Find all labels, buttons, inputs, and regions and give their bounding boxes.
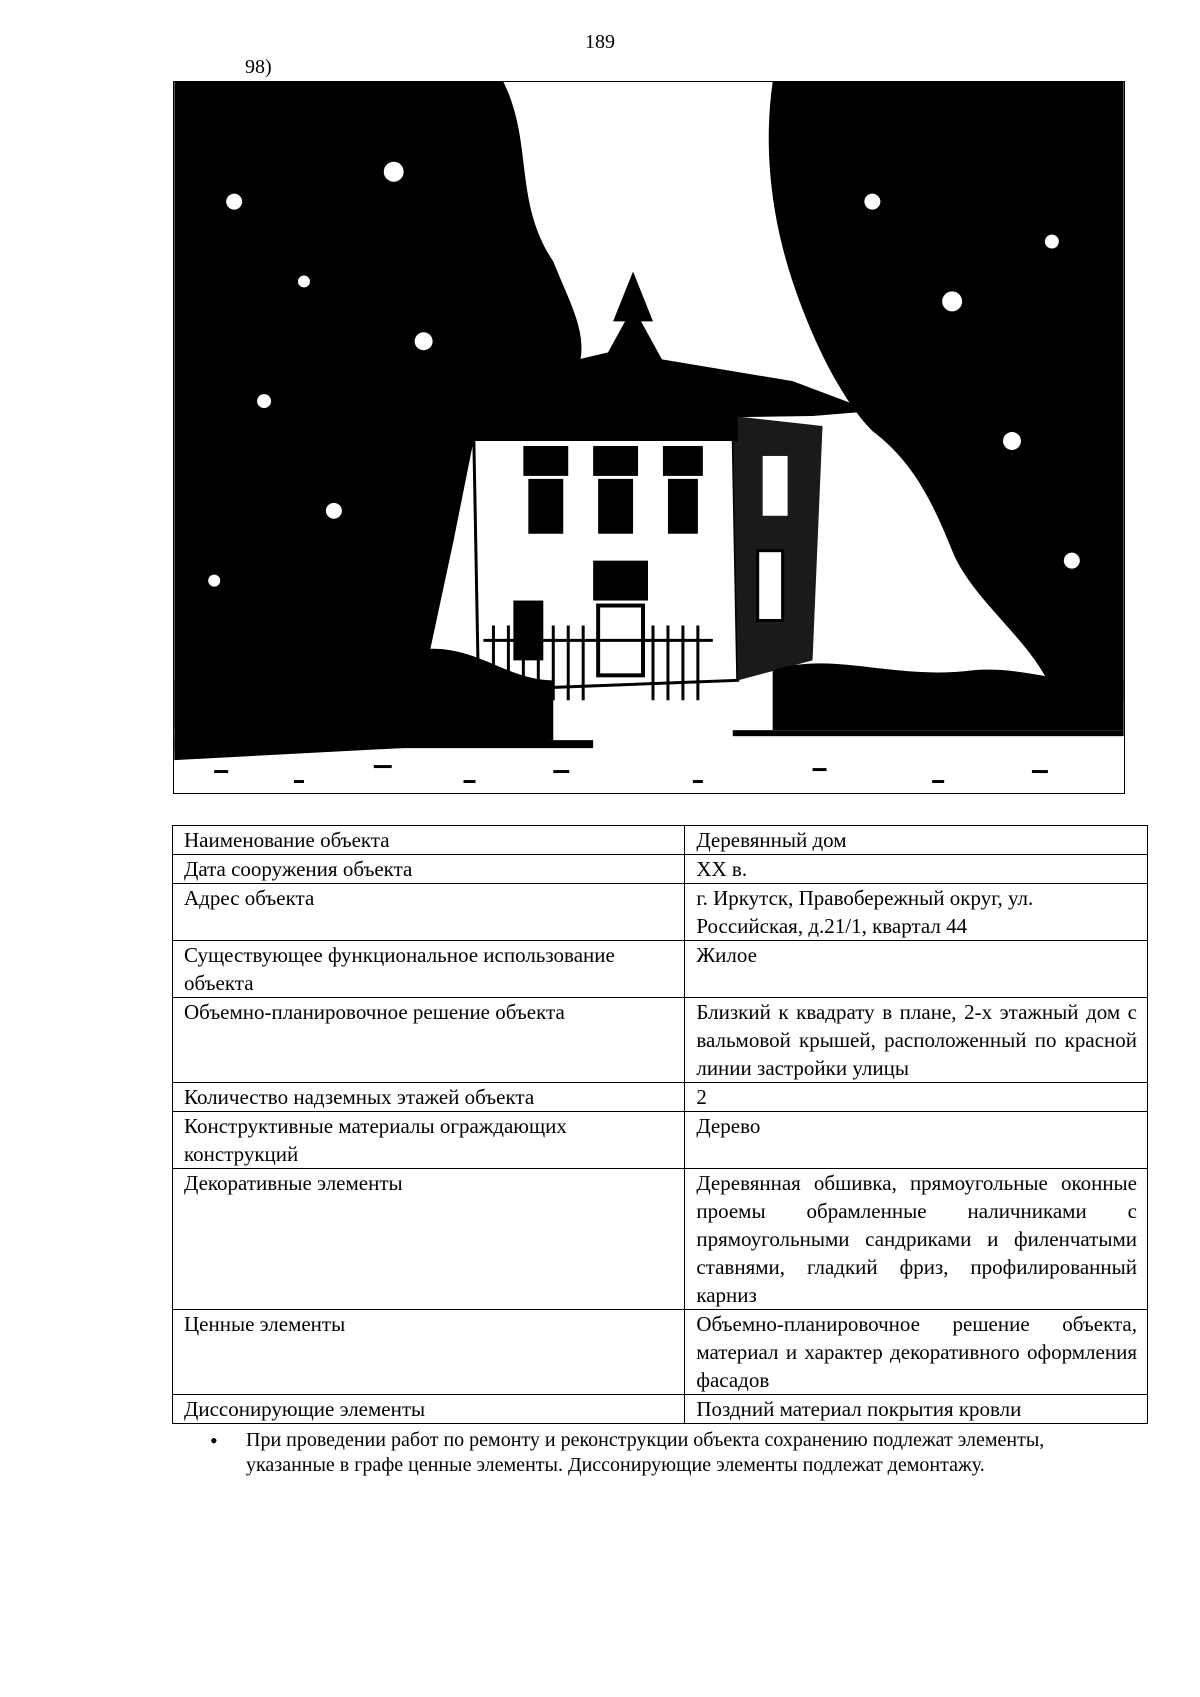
row-value: Жилое xyxy=(685,941,1148,998)
table-row xyxy=(173,1310,1148,1395)
row-label: Конструктивные материалы ограждающих конструкций xyxy=(173,1112,685,1169)
table-row xyxy=(173,855,1148,884)
object-info-table xyxy=(172,825,1148,1424)
row-value: 2 xyxy=(685,1083,1148,1112)
table-row xyxy=(173,998,1148,1083)
table-row xyxy=(173,1169,1148,1310)
footnote-text: При проведении работ по ремонту и реконструкции объекта сохранению подлежат элементы, указанные в графе ценные элементы. Диссонирующие элементы подлежат демонтажу. xyxy=(246,1429,1045,1476)
row-label: Объемно-планировочное решение объекта xyxy=(173,998,685,1083)
table-row xyxy=(173,884,1148,941)
row-label: Диссонирующие элементы xyxy=(173,1395,685,1424)
house-side xyxy=(733,416,823,680)
row-value: Объемно-планировочное решение объекта, материал и характер декоративного оформления фасадов xyxy=(685,1310,1148,1395)
row-label: Адрес объекта xyxy=(173,884,685,941)
row-value: Близкий к квадрату в плане, 2-х этажный дом с вальмовой крышей, расположенный по красной линии застройки улицы xyxy=(685,998,1148,1083)
table-row xyxy=(173,1395,1148,1424)
row-label: Количество надземных этажей объекта xyxy=(173,1083,685,1112)
row-value: Деревянный дом xyxy=(685,826,1148,855)
row-value: г. Иркутск, Правобережный округ, ул. Российская, д.21/1, квартал 44 xyxy=(685,884,1148,941)
page-number: 189 xyxy=(585,31,615,53)
row-value: Дерево xyxy=(685,1112,1148,1169)
table-row xyxy=(173,941,1148,998)
row-label: Существующее функциональное использование объекта xyxy=(173,941,685,998)
row-value: Поздний материал покрытия кровли xyxy=(685,1395,1148,1424)
row-label: Дата сооружения объекта xyxy=(173,855,685,884)
bullet-icon: • xyxy=(210,1428,218,1453)
table-row xyxy=(173,1083,1148,1112)
building-photo-drawing xyxy=(174,82,1124,793)
row-label: Декоративные элементы xyxy=(173,1169,685,1310)
table-row xyxy=(173,826,1148,855)
figure-label: 98) xyxy=(245,56,272,78)
building-photo xyxy=(173,81,1125,794)
table-row xyxy=(173,1112,1148,1169)
row-label: Ценные элементы xyxy=(173,1310,685,1395)
row-value: XX в. xyxy=(685,855,1148,884)
row-label: Наименование объекта xyxy=(173,826,685,855)
row-value: Деревянная обшивка, прямоугольные оконные проемы обрамленные наличниками с прямоугольными сандриками и филенчатыми ставнями, гладкий фриз, профилированный карниз xyxy=(685,1169,1148,1310)
footnote xyxy=(210,1428,1090,1478)
